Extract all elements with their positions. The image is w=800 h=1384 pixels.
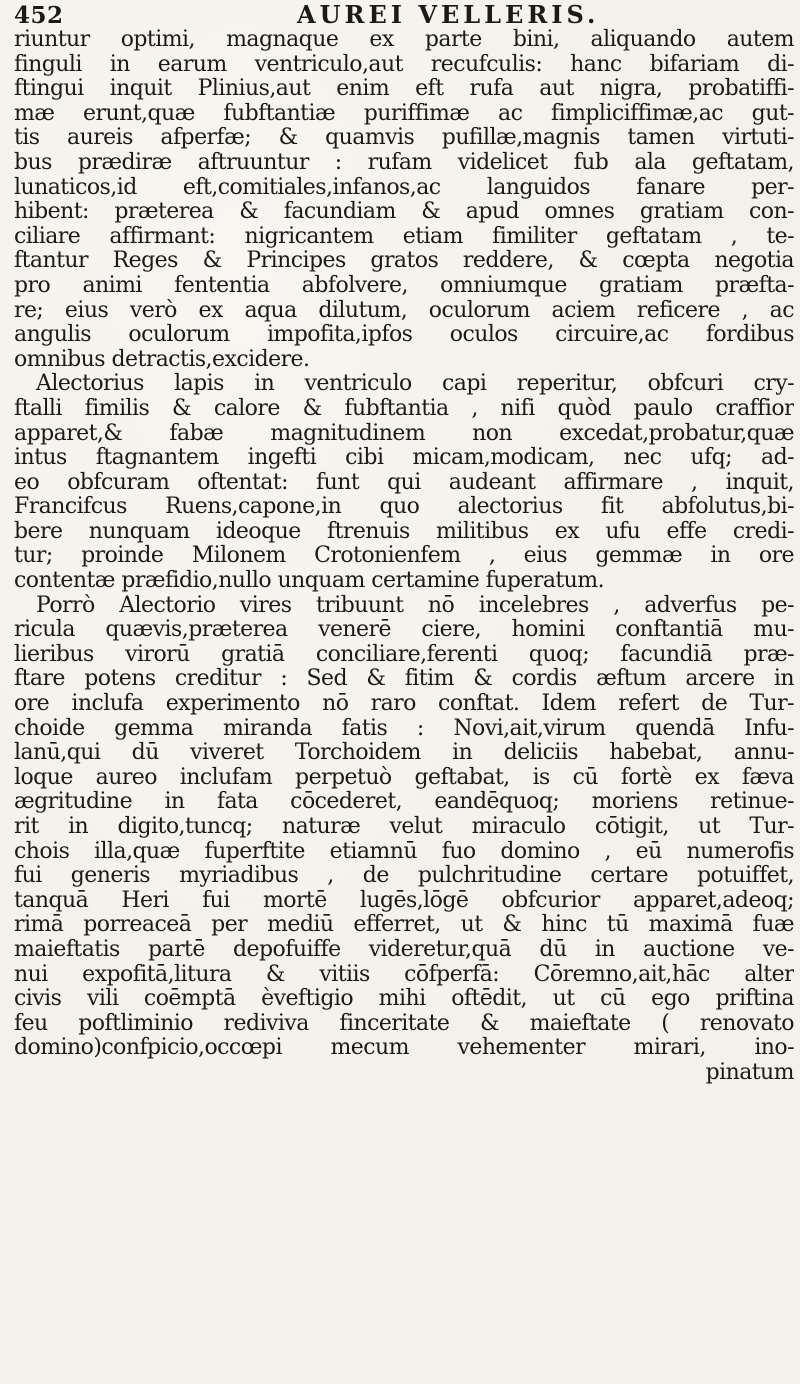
text-line: loque aureo inclufam perpetuò geftabat, is cū fortè ex fæva [14,765,794,790]
text-line: Francifcus Ruens,capone,in quo alectorius fit abfolutus,bi- [14,495,794,520]
text-line: lunaticos,id eft,comitiales,infanos,ac languidos fanare per- [14,175,794,200]
text-line: intus ftagnantem ingefti cibi micam,modicam, nec ufq; ad- [14,446,794,471]
text-line: choide gemma miranda fatis : Novi,ait,virum quendā Infu- [14,716,794,741]
page-header [14,0,790,28]
text-line: angulis oculorum impofita,ipfos oculos circuire,ac fordibus [14,323,794,348]
text-line: ægritudine in fata cōcederet, eandēquoq; moriens retinue- [14,790,794,815]
page-number: 452 [14,2,64,29]
text-line: nui expofitā,litura & vitiis cōfperfā: Cōremno,ait,hāc alter [14,962,794,987]
text-line: apparet,& fabæ magnitudinem non excedat,probatur,quæ [14,421,794,446]
text-line: contentæ præfidio,nullo unquam certamine fuperatum. [14,569,605,594]
text-line: tanquā Heri fui mortē lugēs,lōgē obfcurior apparet,adeoq; [14,888,794,913]
body-text [14,28,794,1086]
text-line: tur; proinde Milonem Crotonienfem , eius gemmæ in ore [14,544,794,569]
text-line: re; eius verò ex aqua dilutum, oculorum aciem reficere , ac [14,298,794,323]
text-line: tis aureis afperfæ; & quamvis pufillæ,magnis tamen virtuti- [14,126,794,151]
text-line: ftalli fimilis & calore & fubftantia , nifi quòd paulo craffior [14,396,794,421]
text-line: feu poftliminio rediviva finceritate & maieftate ( renovato [14,1011,794,1036]
text-line: ftantur Reges & Principes gratos reddere, & cœpta negotia [14,249,794,274]
text-line: ricula quævis,præterea venerē ciere, homini conftantiā mu- [14,618,794,643]
text-line: civis vili coēmptā èveftigio mihi oftēdit, ut cū ego priftina [14,987,794,1012]
text-line: domino)confpicio,occœpi mecum vehementer mirari, ino- [14,1036,794,1061]
running-title: AUREI VELLERIS. [297,0,600,29]
text-line: rimā porreaceā per mediū efferret, ut & hinc tū maximā fuæ [14,913,794,938]
text-line: finguli in earum ventriculo,aut recufculis: hanc bifariam di- [14,52,794,77]
text-line: bere nunquam ideoque ftrenuis militibus ex ufu effe credi- [14,519,794,544]
text-line: hibent: præterea & facundiam & apud omnes gratiam con- [14,200,794,225]
text-line: lieribus virorū gratiā conciliare,ferenti quoq; facundiā præ- [14,642,794,667]
text-line: chois illa,quæ fuperftite etiamnū fuo domino , eū numerofis [14,839,794,864]
text-line: Porrò Alectorio vires tribuunt nō incelebres , adverfus pe- [36,593,794,618]
text-line: ftare potens creditur : Sed & fitim & cordis æftum arcere in [14,667,794,692]
text-line: Alectorius lapis in ventriculo capi reperitur, obfcuri cry- [36,372,794,397]
text-line: riuntur optimi, magnaque ex parte bini, aliquando autem [14,28,794,52]
text-line: bus prædiræ aftruuntur : rufam videlicet fub ala geftatam, [14,150,794,175]
text-line: fui generis myriadibus , de pulchritudine certare potuiffet, [14,864,794,889]
text-line: ciliare affirmant: nigricantem etiam fimiliter geftatam , te- [14,224,794,249]
text-line: rit in digito,tuncq; naturæ velut miraculo cōtigit, ut Tur- [14,815,794,839]
text-line: omnibus detractis,excidere. [14,347,310,372]
text-line: pinatum [705,1060,794,1085]
text-line: ftingui inquit Plinius,aut enim eft rufa aut nigra, probatiffi- [14,77,794,102]
text-line: ore inclufa experimento nō raro conftat. Idem refert de Tur- [14,692,794,717]
text-line: mæ erunt,quæ fubftantiæ puriffimæ ac fimpliciffimæ,ac gut- [14,101,794,126]
text-line: maieftatis partē depofuiffe videretur,quā dū in auctione ve- [14,937,794,962]
text-line: eo obfcuram oftentat: funt qui audeant affirmare , inquit, [14,470,794,495]
text-line: lanū,qui dū viveret Torchoidem in deliciis habebat, annu- [14,741,794,766]
text-line: pro animi fententia abfolvere, omniumque gratiam præfta- [14,273,794,298]
